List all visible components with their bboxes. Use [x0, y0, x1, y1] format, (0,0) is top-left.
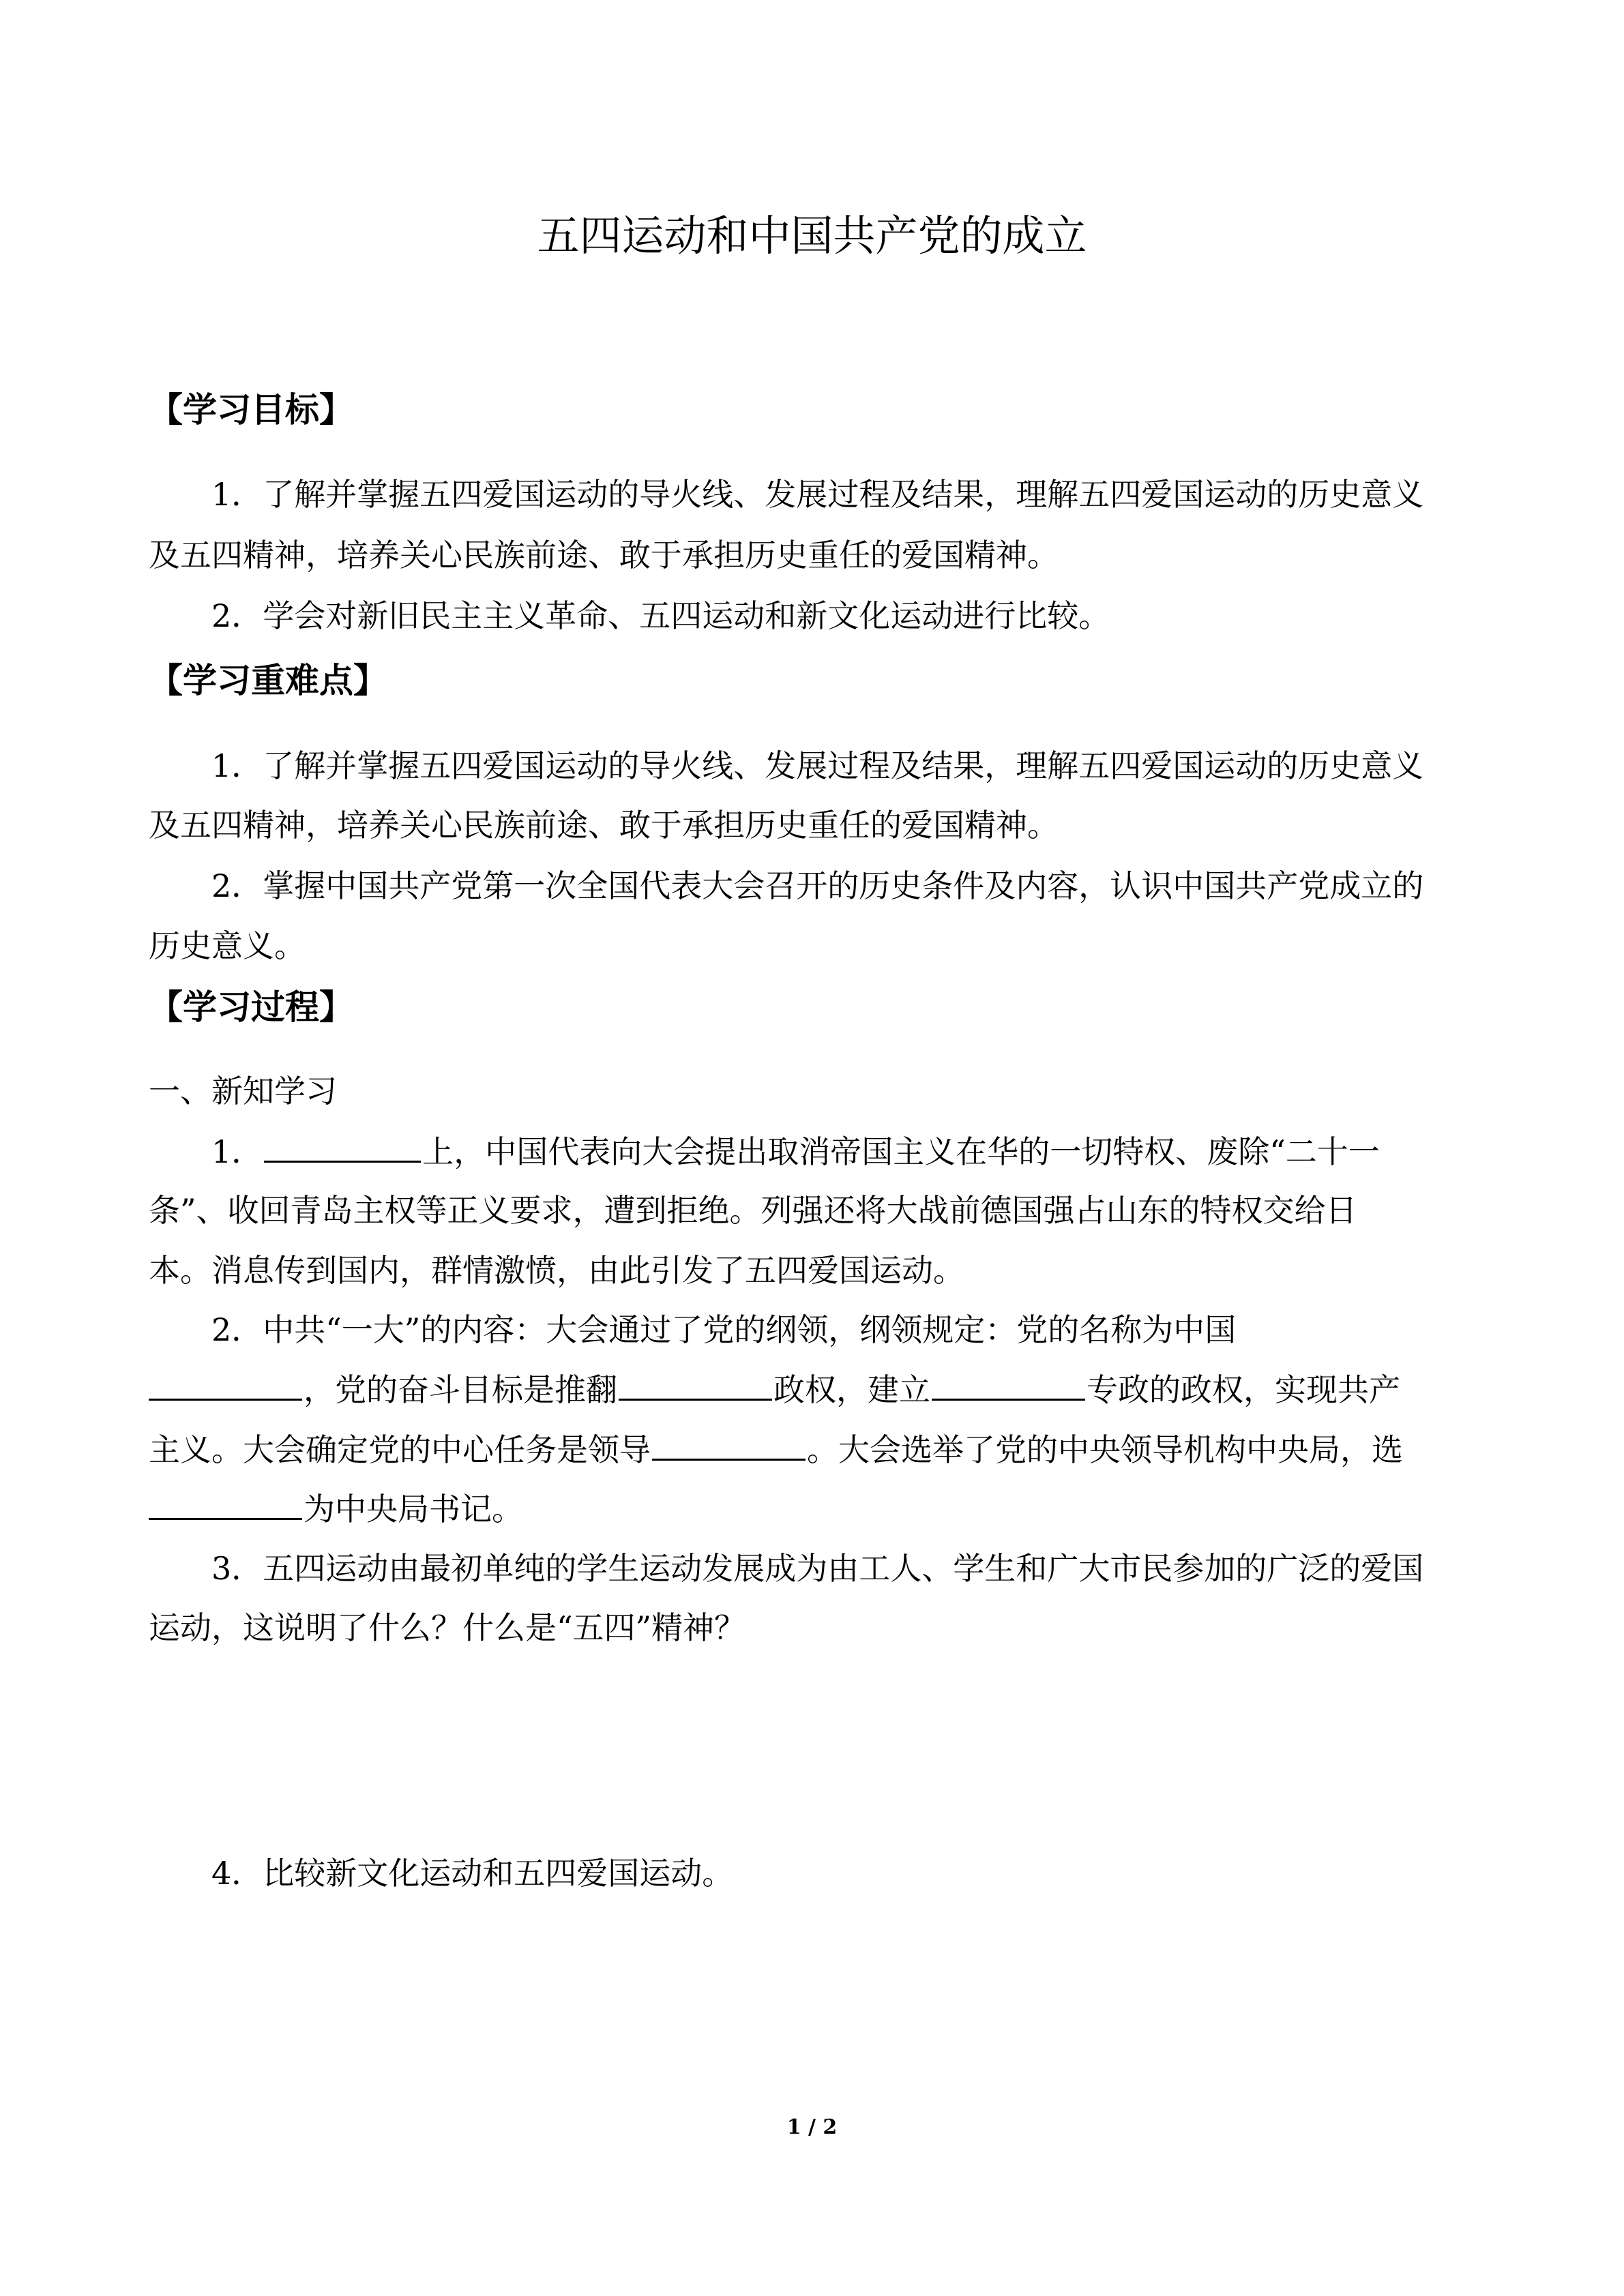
objectives-heading: 【学习目标】 [149, 390, 353, 430]
question-2-line3 [149, 1427, 1403, 1472]
question-2-text-b: 政权，建立 [773, 1371, 930, 1408]
question-1-text: 上，中国代表向大会提出取消帝国主义在华的一切特权、废除“二十一 [422, 1133, 1380, 1170]
fill-blank[interactable] [932, 1367, 1085, 1401]
question-1-line3: 本。消息传到国内，群情激愤，由此引发了五四爱国运动。 [149, 1252, 964, 1289]
fill-blank[interactable] [619, 1367, 772, 1401]
question-1-number: 1． [211, 1133, 263, 1170]
process-heading: 【学习过程】 [149, 987, 353, 1027]
question-2-text-d: 主义。大会确定党的中心任务是领导 [149, 1431, 651, 1468]
question-1-line1 [211, 1129, 1380, 1174]
question-2-text-e: 。大会选举了党的中央领导机构中央局，选 [807, 1431, 1403, 1468]
fill-blank[interactable] [652, 1427, 806, 1461]
section-new-knowledge: 一、新知学习 [149, 1073, 337, 1109]
question-2-text-f: 为中央局书记。 [304, 1491, 523, 1527]
key-points-heading: 【学习重难点】 [149, 661, 387, 700]
key-points-item1-line1: 1．了解并掌握五四爱国运动的导火线、发展过程及结果，理解五四爱国运动的历史意义 [211, 747, 1424, 784]
page-number: 1 / 2 [786, 2115, 838, 2139]
question-2-line2 [149, 1367, 1400, 1412]
fill-blank[interactable] [149, 1367, 302, 1401]
question-3-line2: 运动，这说明了什么？什么是“五四”精神？ [149, 1609, 746, 1646]
fill-blank[interactable] [264, 1129, 421, 1163]
key-points-item2-line1: 2．掌握中国共产党第一次全国代表大会召开的历史条件及内容，认识中国共产党成立的 [211, 867, 1424, 904]
question-2-text-c: 专政的政权，实现共产 [1087, 1371, 1400, 1408]
objectives-item1-line1: 1．了解并掌握五四爱国运动的导火线、发展过程及结果，理解五四爱国运动的历史意义 [211, 476, 1424, 513]
key-points-item1-line2: 及五四精神，培养关心民族前途、敢于承担历史重任的爱国精神。 [149, 807, 1059, 844]
fill-blank[interactable] [149, 1487, 302, 1520]
question-1-line2: 条”、收回青岛主权等正义要求，遭到拒绝。列强还将大战前德国强占山东的特权交给日 [149, 1192, 1357, 1229]
question-3-line1: 3．五四运动由最初单纯的学生运动发展成为由工人、学生和广大市民参加的广泛的爱国 [211, 1550, 1424, 1587]
page-title: 五四运动和中国共产党的成立 [537, 211, 1087, 260]
question-2-line1: 2．中共“一大”的内容：大会通过了党的纲领，纲领规定：党的名称为中国 [211, 1311, 1237, 1348]
key-points-item2-line2: 历史意义。 [149, 927, 306, 964]
question-2-text-a: ，党的奋斗目标是推翻 [304, 1371, 617, 1408]
question-2-line4 [149, 1487, 523, 1531]
objectives-item2: 2．学会对新旧民主主义革命、五四运动和新文化运动进行比较。 [211, 597, 1110, 634]
question-4: 4．比较新文化运动和五四爱国运动。 [211, 1855, 734, 1892]
objectives-item1-line2: 及五四精神，培养关心民族前途、敢于承担历史重任的爱国精神。 [149, 537, 1059, 573]
